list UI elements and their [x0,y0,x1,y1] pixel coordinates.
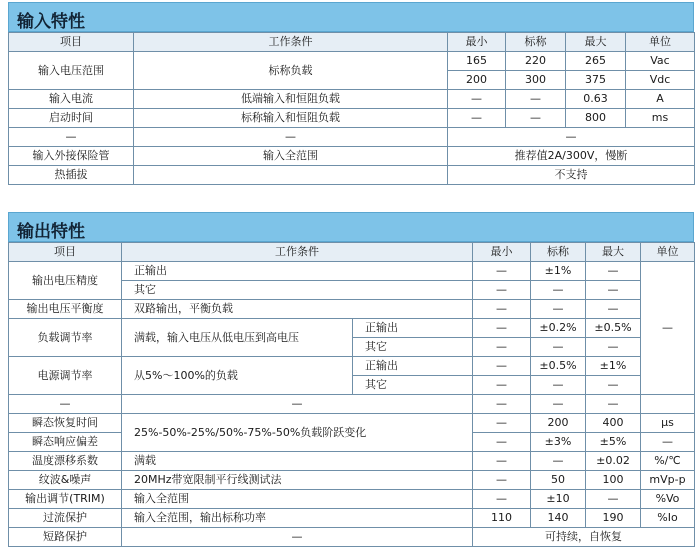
spanned-value-cell: 推荐值2A/300V，慢断 [448,147,695,166]
table-header-row [9,33,695,52]
max-cell: 190 [586,509,641,528]
condition-cell: 25%-50%-25%/50%-75%-50%负载阶跃变化 [122,414,473,452]
nom-cell: — [506,109,566,128]
item-cell: 输入电流 [9,90,134,109]
header-unit: 单位 [626,33,695,52]
spanned-value-cell: 不支持 [448,166,695,185]
input-section-header [8,2,694,32]
min-cell: — [448,109,506,128]
min-cell: — [473,414,531,433]
condition-cell: 满载，输入电压从低电压到高电压 [122,319,353,357]
table-row [9,109,695,128]
min-cell: — [473,281,531,300]
table-row [9,452,695,471]
condition-cell: 标称输入和恒阻负载 [134,109,448,128]
table-row [9,319,695,338]
unit-cell: %/℃ [641,452,695,471]
table-row [9,471,695,490]
max-cell: 400 [586,414,641,433]
unit-cell: %Io [641,509,695,528]
min-cell: — [473,319,531,338]
table-row [9,414,695,433]
min-cell: — [473,395,531,414]
table-row [9,147,695,166]
header-condition: 工作条件 [134,33,448,52]
header-max: 最大 [566,33,626,52]
item-cell: 输出调节(TRIM) [9,490,122,509]
nom-cell: ±0.5% [531,357,586,376]
nom-cell: 140 [531,509,586,528]
sub-condition-cell: 其它 [353,376,473,395]
min-cell: 110 [473,509,531,528]
nom-cell: — [531,281,586,300]
max-cell: 800 [566,109,626,128]
item-cell: 短路保护 [9,528,122,547]
unit-cell: Vdc [626,71,695,90]
unit-cell: — [641,262,695,395]
nom-cell: 200 [531,414,586,433]
max-cell: — [586,376,641,395]
unit-cell: mVp-p [641,471,695,490]
min-cell: — [473,357,531,376]
header-item: 项目 [9,33,134,52]
condition-cell: 低端输入和恒阻负载 [134,90,448,109]
sub-condition-cell: 其它 [353,338,473,357]
min-cell: — [473,433,531,452]
condition-cell: 标称负载 [134,52,448,90]
max-cell: — [586,490,641,509]
min-cell: — [473,338,531,357]
header-item: 项目 [9,243,122,262]
table-row [9,300,695,319]
item-cell: 输入电压范围 [9,52,134,90]
header-nom: 标称 [506,33,566,52]
min-cell: — [448,90,506,109]
condition-cell: 输入全范围，输出标称功率 [122,509,473,528]
condition-cell [134,166,448,185]
item-cell: 输出电压平衡度 [9,300,122,319]
max-cell: — [586,262,641,281]
nom-cell: — [531,338,586,357]
condition-cell: — [122,528,473,547]
header-max: 最大 [586,243,641,262]
table-row [9,395,695,414]
condition-cell: 输入全范围 [134,147,448,166]
nom-cell: — [531,376,586,395]
nom-cell: 50 [531,471,586,490]
min-cell: 200 [448,71,506,90]
condition-cell: 输入全范围 [122,490,473,509]
condition-cell: — [134,128,448,147]
table-row [9,90,695,109]
spanned-value-cell: — [448,128,695,147]
min-cell: — [473,376,531,395]
header-min: 最小 [448,33,506,52]
table-row [9,357,695,376]
max-cell: — [586,300,641,319]
nom-cell: ±10 [531,490,586,509]
max-cell: — [586,395,641,414]
item-cell: 热插拔 [9,166,134,185]
unit-cell: ms [626,109,695,128]
item-cell: 输入外接保险管 [9,147,134,166]
table-header-row [9,243,695,262]
nom-cell: — [531,395,586,414]
spanned-value-cell: 可持续，自恢复 [473,528,695,547]
max-cell: ±0.5% [586,319,641,338]
table-row [9,490,695,509]
min-cell: — [473,452,531,471]
sub-condition-cell: 正输出 [353,357,473,376]
header-min: 最小 [473,243,531,262]
item-cell: 温度漂移系数 [9,452,122,471]
item-cell: 负载调节率 [9,319,122,357]
nom-cell: 220 [506,52,566,71]
max-cell: — [586,281,641,300]
sub-condition-cell: 正输出 [353,319,473,338]
max-cell: 265 [566,52,626,71]
output-section-header [8,212,694,242]
condition-cell: 20MHz带宽限制平行线测试法 [122,471,473,490]
unit-cell: %Vo [641,490,695,509]
max-cell: 100 [586,471,641,490]
nom-cell: ±3% [531,433,586,452]
condition-cell: 满载 [122,452,473,471]
item-cell: — [9,395,122,414]
nom-cell: — [531,452,586,471]
header-unit: 单位 [641,243,695,262]
max-cell: 0.63 [566,90,626,109]
input-spec-table [8,32,695,185]
item-cell: 启动时间 [9,109,134,128]
nom-cell: 300 [506,71,566,90]
table-row [9,509,695,528]
nom-cell: — [531,300,586,319]
unit-cell: μs [641,414,695,433]
unit-cell: — [641,433,695,452]
condition-cell: 正输出 [122,262,473,281]
min-cell: — [473,262,531,281]
nom-cell: — [506,90,566,109]
max-cell: ±1% [586,357,641,376]
min-cell: — [473,471,531,490]
max-cell: ±0.02 [586,452,641,471]
condition-cell: 双路输出，平衡负载 [122,300,473,319]
input-section-title: 输入特性 [17,12,85,32]
table-row [9,128,695,147]
output-section-title: 输出特性 [17,222,85,242]
unit-cell: Vac [626,52,695,71]
max-cell: — [586,338,641,357]
unit-cell [641,395,695,414]
item-cell: 过流保护 [9,509,122,528]
header-nom: 标称 [531,243,586,262]
condition-cell: 从5%～100%的负载 [122,357,353,395]
max-cell: 375 [566,71,626,90]
item-cell: 纹波&噪声 [9,471,122,490]
condition-cell: 其它 [122,281,473,300]
item-cell: — [9,128,134,147]
nom-cell: ±1% [531,262,586,281]
item-cell: 输出电压精度 [9,262,122,300]
max-cell: ±5% [586,433,641,452]
table-row [9,52,695,71]
min-cell: — [473,490,531,509]
output-spec-table [8,242,695,547]
item-cell: 电源调节率 [9,357,122,395]
item-cell: 瞬态恢复时间 [9,414,122,433]
table-row [9,262,695,281]
min-cell: 165 [448,52,506,71]
condition-cell: — [122,395,473,414]
unit-cell: A [626,90,695,109]
item-cell: 瞬态响应偏差 [9,433,122,452]
min-cell: — [473,300,531,319]
nom-cell: ±0.2% [531,319,586,338]
table-row [9,166,695,185]
table-row [9,528,695,547]
header-condition: 工作条件 [122,243,473,262]
